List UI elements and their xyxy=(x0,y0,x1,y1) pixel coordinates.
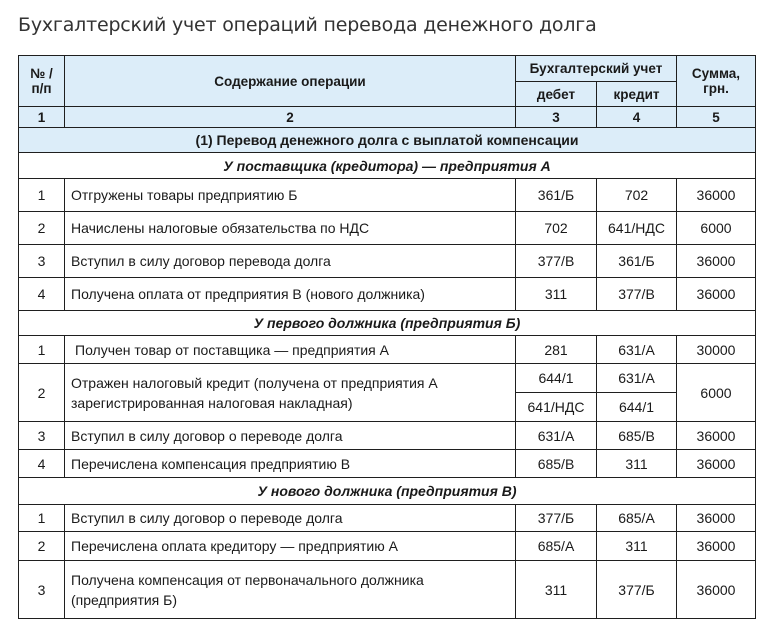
row-sum: 36000 xyxy=(677,422,756,450)
row-content: Отгружены товары предприятию Б xyxy=(65,179,516,212)
row-credit: 685/В xyxy=(597,422,677,450)
header-content: Содержание операции xyxy=(65,56,516,107)
table-row xyxy=(19,278,756,311)
row-sum: 6000 xyxy=(677,212,756,245)
row-credit: 631/А xyxy=(597,364,677,393)
table-row xyxy=(19,336,756,364)
header-credit: кредит xyxy=(597,82,677,107)
header-num-4: 4 xyxy=(597,107,677,128)
table-row xyxy=(19,245,756,278)
accounting-table xyxy=(18,55,756,619)
row-debit: 377/Б xyxy=(516,505,597,532)
row-content: Начислены налоговые обязательства по НДС xyxy=(65,212,516,245)
group-title-a: У поставщика (кредитора) — предприятия А xyxy=(19,153,756,179)
header-num-1: 1 xyxy=(19,107,65,128)
row-sum: 30000 xyxy=(677,336,756,364)
row-content: Перечислена компенсация предприятию В xyxy=(65,450,516,478)
section-title: (1) Перевод денежного долга с выплатой компенсации xyxy=(19,128,756,153)
row-number: 3 xyxy=(19,422,65,450)
row-number: 1 xyxy=(19,336,65,364)
row-debit: 702 xyxy=(516,212,597,245)
row-credit: 641/НДС xyxy=(597,212,677,245)
group-title-c: У нового должника (предприятия В) xyxy=(19,478,756,505)
row-number: 4 xyxy=(19,450,65,478)
row-debit: 685/А xyxy=(516,532,597,561)
row-content: Перечислена оплата кредитору — предприятию А xyxy=(65,532,516,561)
header-num-2: 2 xyxy=(65,107,516,128)
table-row xyxy=(19,505,756,532)
header-num-3: 3 xyxy=(516,107,597,128)
row-content: Отражен налоговый кредит (получена от предприятия А зарегистрированная налоговая накладная) xyxy=(65,364,516,422)
header-num-5: 5 xyxy=(677,107,756,128)
row-sum: 36000 xyxy=(677,505,756,532)
row-credit: 377/Б xyxy=(597,561,677,619)
header-number: № / п/п xyxy=(19,56,65,107)
row-credit: 631/А xyxy=(597,336,677,364)
row-content: Получена оплата от предприятия В (нового должника) xyxy=(65,278,516,311)
row-sum: 36000 xyxy=(677,245,756,278)
row-sum: 36000 xyxy=(677,450,756,478)
row-debit: 685/В xyxy=(516,450,597,478)
header-sum: Сумма, грн. xyxy=(677,56,756,107)
row-number: 3 xyxy=(19,245,65,278)
table-row xyxy=(19,212,756,245)
row-sum: 36000 xyxy=(677,278,756,311)
row-credit: 644/1 xyxy=(597,393,677,422)
row-debit: 281 xyxy=(516,336,597,364)
row-content: Получен товар от поставщика — предприятия А xyxy=(65,336,516,364)
table-row xyxy=(19,561,756,619)
row-content: Вступил в силу договор о переводе долга xyxy=(65,505,516,532)
row-credit: 361/Б xyxy=(597,245,677,278)
row-credit: 311 xyxy=(597,450,677,478)
group-title-b: У первого должника (предприятия Б) xyxy=(19,311,756,336)
row-number: 1 xyxy=(19,505,65,532)
table-row xyxy=(19,179,756,212)
header-debit: дебет xyxy=(516,82,597,107)
row-debit: 311 xyxy=(516,278,597,311)
row-sum: 36000 xyxy=(677,179,756,212)
row-debit: 631/А xyxy=(516,422,597,450)
row-debit: 311 xyxy=(516,561,597,619)
row-number: 2 xyxy=(19,532,65,561)
row-content: Вступил в силу договор перевода долга xyxy=(65,245,516,278)
table-row xyxy=(19,364,756,393)
table-row xyxy=(19,422,756,450)
row-debit: 641/НДС xyxy=(516,393,597,422)
row-number: 2 xyxy=(19,364,65,422)
row-debit: 377/В xyxy=(516,245,597,278)
row-credit: 311 xyxy=(597,532,677,561)
row-credit: 685/А xyxy=(597,505,677,532)
header-accounting: Бухгалтерский учет xyxy=(516,56,677,82)
page-title: Бухгалтерский учет операций перевода денежного долга xyxy=(18,14,597,36)
row-debit: 361/Б xyxy=(516,179,597,212)
table-row xyxy=(19,532,756,561)
row-sum: 36000 xyxy=(677,561,756,619)
row-number: 4 xyxy=(19,278,65,311)
row-number: 2 xyxy=(19,212,65,245)
table-row xyxy=(19,450,756,478)
row-credit: 377/В xyxy=(597,278,677,311)
row-content: Вступил в силу договор о переводе долга xyxy=(65,422,516,450)
row-number: 1 xyxy=(19,179,65,212)
row-sum: 6000 xyxy=(677,364,756,422)
row-sum: 36000 xyxy=(677,532,756,561)
row-debit: 644/1 xyxy=(516,364,597,393)
row-credit: 702 xyxy=(597,179,677,212)
row-content: Получена компенсация от первоначального должника (предприятия Б) xyxy=(65,561,516,619)
row-number: 3 xyxy=(19,561,65,619)
